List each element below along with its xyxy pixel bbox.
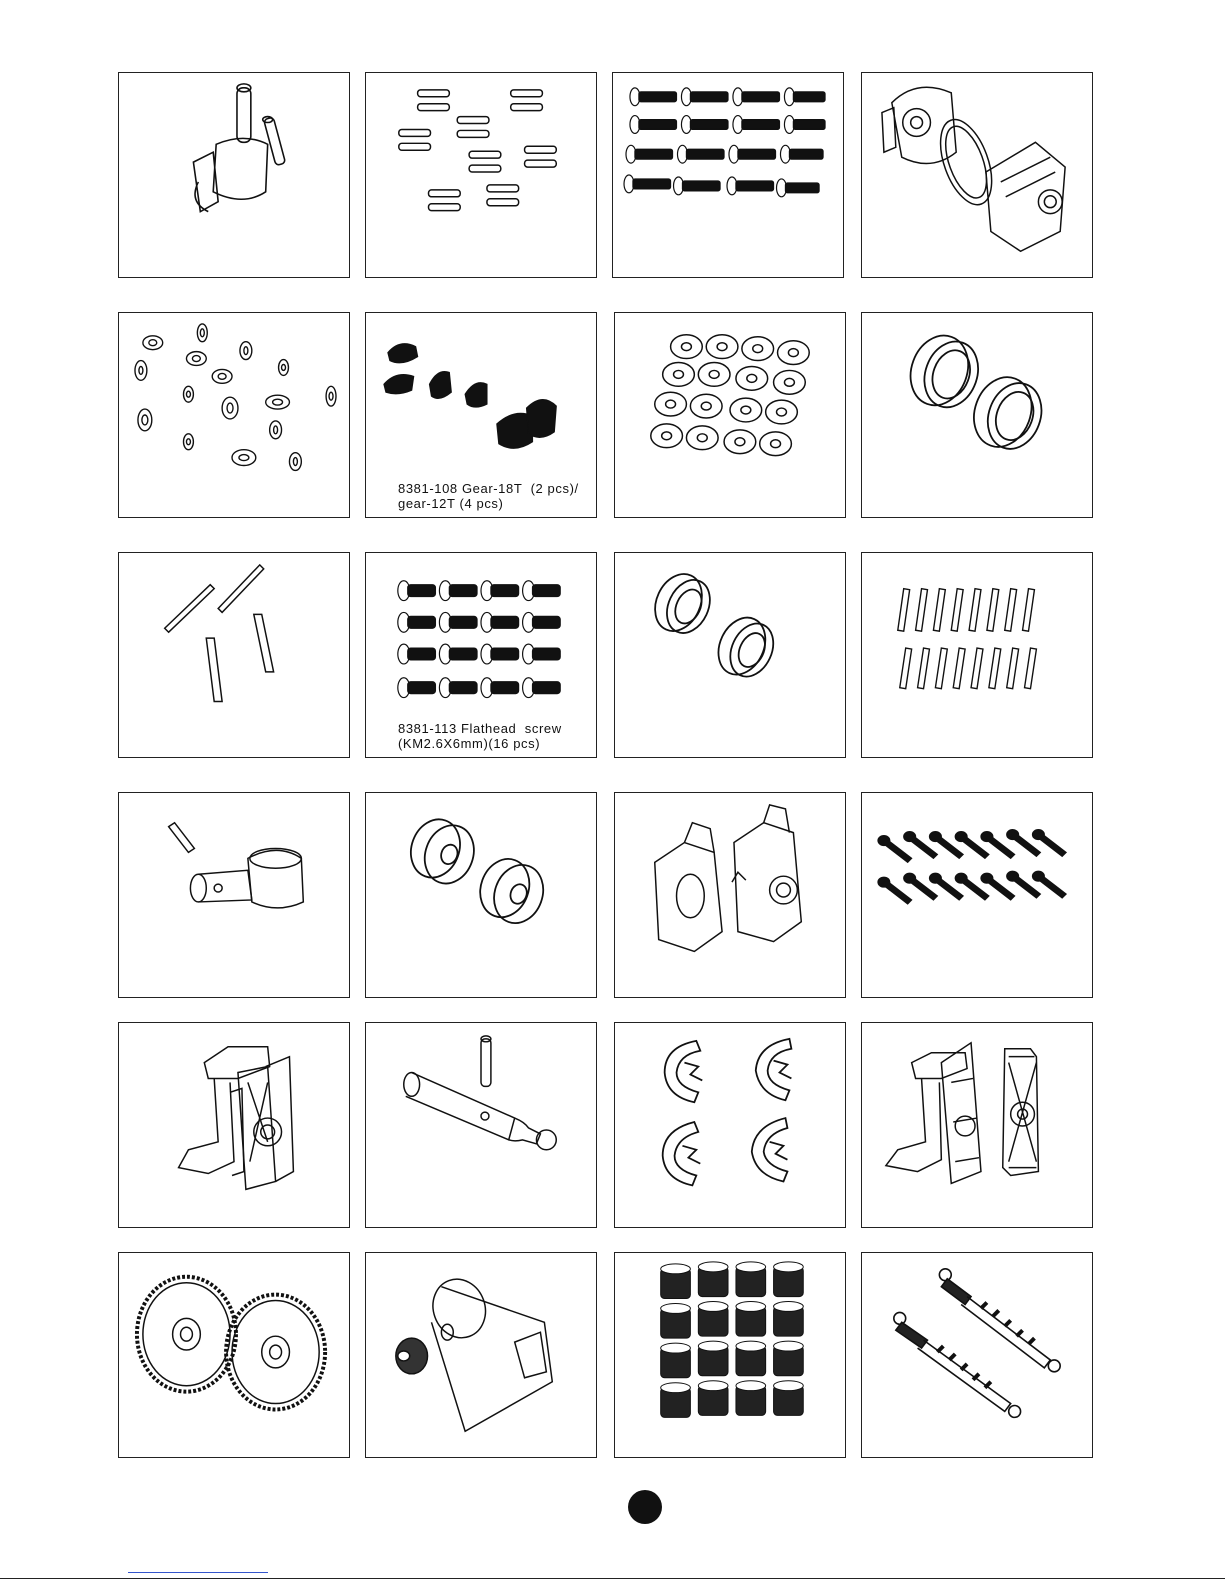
flathead-screws-caption: 8381-113 Flathead screw (KM2.6X6mm)(16 pcs) [398, 721, 562, 751]
e-clips-icon [615, 1023, 845, 1227]
part-cell-flathead-screws [365, 552, 597, 758]
center-gearbox-housing-icon [862, 1023, 1092, 1227]
part-cell-diff-shafts [118, 552, 350, 758]
dogbone-driveshaft-icon [366, 1023, 596, 1227]
footer-link-underline[interactable] [128, 1572, 268, 1573]
part-cell-drive-cup [118, 72, 350, 278]
gearbox-housing-icon [615, 793, 845, 997]
part-cell-spur-gears [118, 1252, 350, 1458]
small-bearings-icon [366, 793, 596, 997]
part-cell-outdrive [118, 792, 350, 998]
part-cell-gears [365, 312, 597, 518]
part-cell-set-screws [614, 1252, 846, 1458]
gears-caption: 8381-108 Gear-18T (2 pcs)/ gear-12T (4 pcs) [398, 481, 579, 511]
cap-screws-icon [862, 793, 1092, 997]
part-cell-shims [118, 312, 350, 518]
medium-bearings-icon [615, 553, 845, 757]
page-number-dot [628, 1490, 662, 1524]
part-cell-shocks [861, 1252, 1093, 1458]
part-cell-pins [365, 72, 597, 278]
part-cell-center-gearbox [118, 1022, 350, 1228]
pins-row-icon [862, 553, 1092, 757]
part-cell-diff-case [861, 72, 1093, 278]
part-cell-dogbone [365, 1022, 597, 1228]
part-cell-cap-screws [861, 792, 1093, 998]
differential-shafts-icon [119, 553, 349, 757]
shock-absorbers-icon [862, 1253, 1092, 1457]
pins-set-icon [366, 73, 596, 277]
large-bearings-icon [862, 313, 1092, 517]
part-cell-e-clips [614, 1022, 846, 1228]
washers-icon [615, 313, 845, 517]
part-cell-center-housing [861, 1022, 1093, 1228]
part-cell-button-screws [612, 72, 844, 278]
part-cell-pins-row [861, 552, 1093, 758]
part-cell-large-bearings [861, 312, 1093, 518]
part-cell-washers [614, 312, 846, 518]
shims-washers-icon [119, 313, 349, 517]
drive-cup-set-screw-icon [366, 1253, 596, 1457]
part-cell-drive-cup-screw [365, 1252, 597, 1458]
part-cell-gearbox-housing [614, 792, 846, 998]
spur-gears-icon [119, 1253, 349, 1457]
outdrive-cup-icon [119, 793, 349, 997]
part-cell-medium-bearings [614, 552, 846, 758]
part-cell-small-bearings [365, 792, 597, 998]
drive-cup-with-pin-icon [119, 73, 349, 277]
button-head-screws-icon [613, 73, 843, 277]
differential-case-icon [862, 73, 1092, 277]
set-screws-icon [615, 1253, 845, 1457]
footer-divider [0, 1578, 1225, 1579]
center-gearbox-assembly-icon [119, 1023, 349, 1227]
